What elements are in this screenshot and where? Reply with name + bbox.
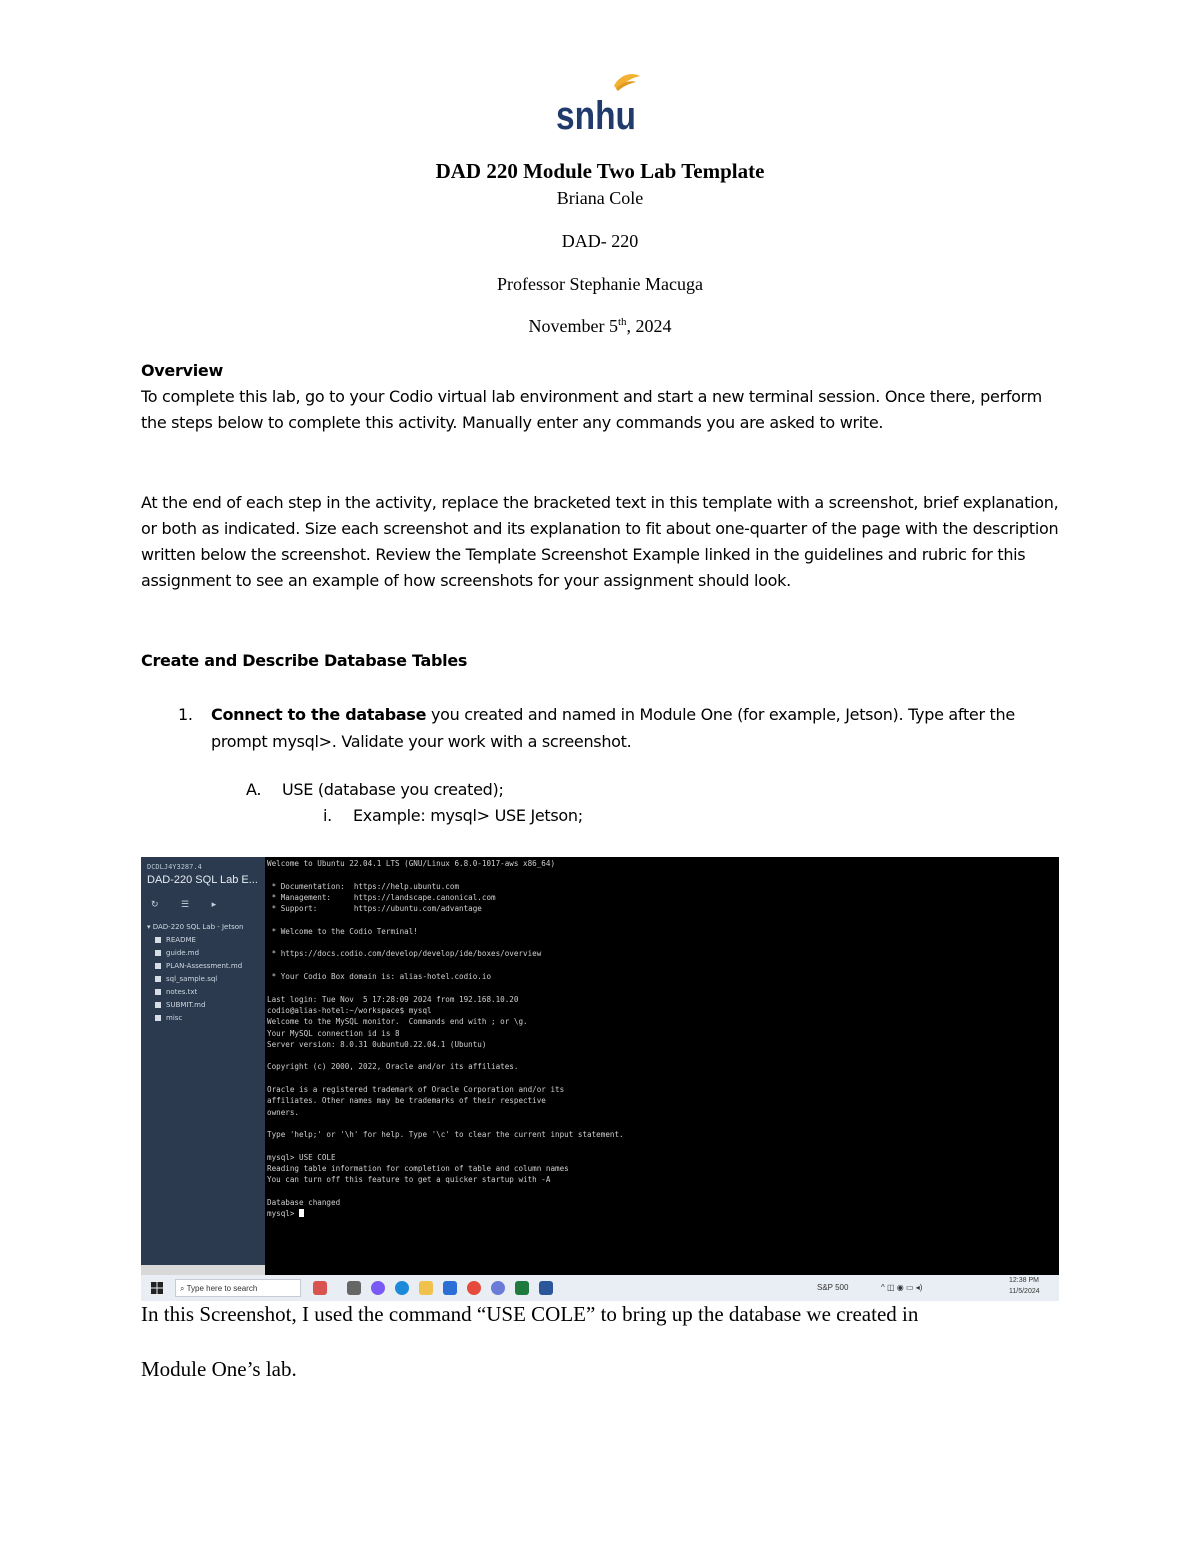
course-code: DAD- 220 (561, 231, 639, 251)
overview-heading: Overview (141, 361, 223, 380)
file-icon (155, 950, 161, 956)
file-tree-item: SUBMIT.md (147, 1001, 263, 1014)
file-tree-item: README (147, 936, 263, 949)
terminal-line: Copyright (c) 2000, 2022, Oracle and/or its affiliates. (267, 1062, 519, 1072)
taskbar-app-icon (347, 1281, 361, 1295)
file-icon (155, 1002, 161, 1008)
tray-icons: ^ ◫ ◉ ▭ ◂) (881, 1283, 923, 1292)
stock-ticker: S&P 500 (817, 1283, 849, 1292)
taskbar-app-icon (539, 1281, 553, 1295)
terminal-line: * Management: https://landscape.canonical.com (267, 892, 496, 902)
taskbar-app-icon (467, 1281, 481, 1295)
step-1 (178, 701, 1058, 755)
file-icon (155, 937, 161, 943)
terminal-line: Database changed (267, 1198, 341, 1207)
taskbar-app-icon (371, 1281, 385, 1295)
step-1-bold: Connect to the database (211, 705, 427, 724)
step-a-number: A. (246, 780, 262, 799)
terminal-line: Server version: 8.0.31 0ubuntu0.22.04.1 (Ubuntu) (267, 1039, 487, 1049)
document-title: DAD 220 Module Two Lab Template (435, 159, 765, 183)
date-year: , 2024 (626, 316, 672, 336)
file-icon (155, 1015, 161, 1021)
terminal-line: * Welcome to the Codio Terminal! (267, 926, 418, 936)
terminal-line: mysql> (267, 1209, 304, 1219)
terminal-cursor (299, 1209, 304, 1217)
terminal-line: * https://docs.codio.com/develop/develop/ide/boxes/overview (267, 949, 542, 959)
author-name: Briana Cole (556, 188, 644, 208)
step-1-text (211, 701, 1058, 755)
terminal-line: Welcome to the MySQL monitor. Commands end with ; or \g. (267, 1017, 528, 1027)
sidebar-toolbar: ↻ ☰ ▸ (151, 899, 227, 909)
document-date (0, 316, 1200, 337)
file-tree-item: sql_sample.sql (147, 975, 263, 988)
step-i-text: Example: mysql> USE Jetson; (353, 806, 583, 825)
clock-date: 11/5/2024 (1009, 1288, 1040, 1295)
terminal-line: codio@alias-hotel:~/workspace$ mysql (267, 1005, 432, 1015)
file-tree (147, 923, 263, 1027)
step-1-rest: you created and named in Module One (for example, Jetson). Type after the prompt mysql>. Validate your work with a screenshot. (211, 705, 1015, 751)
terminal-screenshot (141, 857, 1059, 1301)
codio-sidebar (141, 857, 265, 1275)
file-tree-item: misc (147, 1014, 263, 1027)
step-i (323, 806, 583, 825)
terminal-line: affiliates. Other names may be trademarks of their respective (267, 1096, 546, 1106)
project-id: DCDLJ4Y3287.4 (147, 863, 202, 871)
terminal-line: Oracle is a registered trademark of Oracle Corporation and/or its (267, 1085, 565, 1094)
windows-start-icon (151, 1282, 163, 1294)
date-text: November 5 (528, 316, 618, 336)
terminal-line: Welcome to Ubuntu 22.04.1 LTS (GNU/Linux 6.8.0-1017-aws x86_64) (267, 859, 556, 868)
terminal-line: * Documentation: https://help.ubuntu.com (267, 881, 460, 891)
snhu-logo (556, 72, 646, 134)
terminal-line: * Support: https://ubuntu.com/advantage (267, 904, 482, 914)
file-tree-item: ▾ DAD-220 SQL Lab - Jetson (147, 923, 244, 931)
file-icon (155, 963, 161, 969)
file-tree-item: notes.txt (147, 988, 263, 1001)
professor-name: Professor Stephanie Macuga (497, 274, 703, 294)
terminal-line: Type 'help;' or '\h' for help. Type '\c' to clear the current input statement. (267, 1130, 624, 1140)
project-name: DAD-220 SQL Lab E... (147, 874, 258, 886)
caption-line-1: In this Screenshot, I used the command “USE COLE” to bring up the database we created in (141, 1302, 919, 1326)
file-tree-item: PLAN-Assessment.md (147, 962, 263, 975)
step-1-number: 1. (178, 705, 193, 724)
taskbar-search: ⌕ Type here to search (175, 1279, 301, 1297)
taskbar-app-icon (515, 1281, 529, 1295)
step-i-number: i. (323, 806, 332, 825)
taskbar-app-icon (313, 1281, 327, 1295)
windows-taskbar (141, 1275, 1059, 1301)
date-ordinal: th (617, 316, 627, 328)
taskbar-app-icon (419, 1281, 433, 1295)
terminal-line: * Your Codio Box domain is: alias-hotel.codio.io (267, 972, 492, 981)
terminal-line: mysql> USE COLE (267, 1152, 336, 1162)
sidebar-scrollbar (141, 1265, 265, 1275)
clock-time: 12:38 PM (1009, 1277, 1039, 1284)
file-tree-item: guide.md (147, 949, 263, 962)
terminal-line: You can turn off this feature to get a quicker startup with -A (267, 1175, 551, 1185)
section-heading: Create and Describe Database Tables (141, 651, 468, 670)
svg-text:snhu: snhu (556, 94, 636, 134)
terminal-line: Reading table information for completion of table and column names (267, 1164, 569, 1174)
overview-paragraph-2: At the end of each step in the activity, replace the bracketed text in this template with a screenshot, brief explanation, or both as indicated. Size each screenshot and its explanation to fit about one-quarter of the page with the description written below the screenshot. Review the Template Screenshot Example linked in the guidelines and rubric for this assignment to see an example of how screenshots for your assignment should look. (141, 493, 1059, 590)
overview-paragraph-1: To complete this lab, go to your Codio virtual lab environment and start a new terminal session. Once there, perform the steps below to complete this activity. Manually enter any commands you are asked to write. (141, 387, 1042, 432)
file-icon (155, 976, 161, 982)
taskbar-app-icon (491, 1281, 505, 1295)
terminal-output (267, 857, 1059, 1275)
terminal-line: Your MySQL connection id is 8 (267, 1028, 400, 1038)
file-icon (155, 989, 161, 995)
terminal-line: Last login: Tue Nov 5 17:28:09 2024 from 192.168.10.20 (267, 994, 519, 1004)
terminal-line: owners. (267, 1107, 300, 1117)
taskbar-app-icon (395, 1281, 409, 1295)
step-a (246, 780, 504, 799)
caption-line-2: Module One’s lab. (141, 1357, 297, 1381)
taskbar-app-icon (443, 1281, 457, 1295)
step-a-text: USE (database you created); (282, 780, 504, 799)
